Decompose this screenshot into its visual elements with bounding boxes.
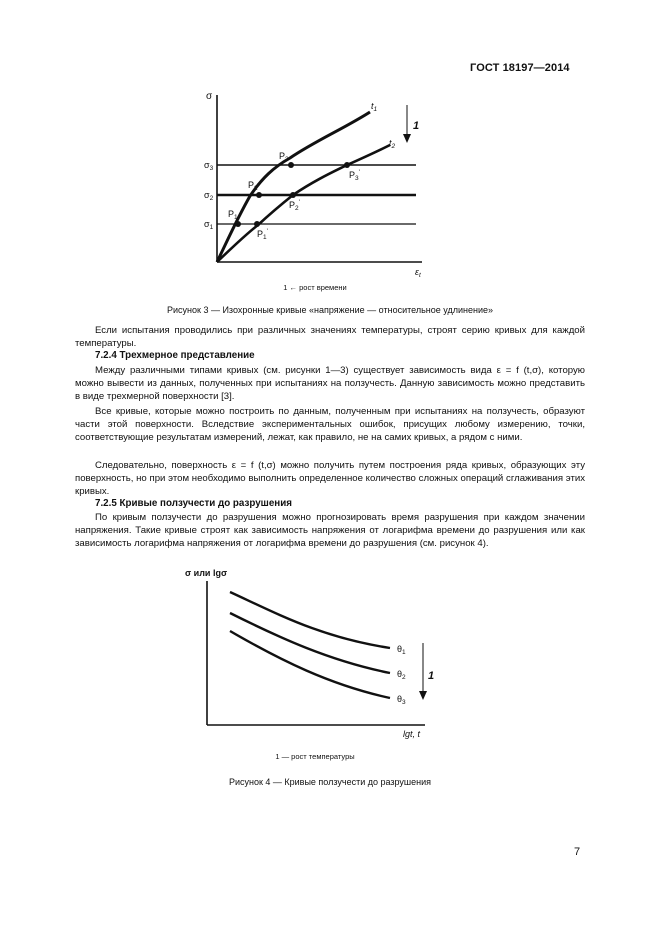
- point-p3-prime: [344, 162, 350, 168]
- stress-label-3: $\sigma_3$: [204, 160, 214, 172]
- document-id: ГОСТ 18197—2014: [470, 62, 570, 74]
- paragraph-series-curves: Если испытания проводились при различных значениях температуры, строят серию кривых для каждой температуры.: [75, 325, 585, 350]
- paragraph-rupture-curves: По кривым ползучести до разрушения можно прогнозировать время разрушения при каждом значении напряжения. Такие кривые строят как зависимость напряжения от логарифма времени до разрушения или как зависимость логарифма напряжения от логарифма времени до разрушения (см. рисунок 4).: [75, 512, 585, 550]
- arrow-down-icon: [403, 134, 411, 143]
- curve-label-t2: $t_2$: [389, 138, 396, 150]
- label-p2-prime: $P_2'$: [289, 199, 300, 212]
- arrow-marker: 1: [413, 120, 420, 132]
- figure-4-rupture-curves: [185, 565, 440, 740]
- point-p1-prime: [254, 221, 260, 227]
- paragraph-surface-parts: Все кривые, которые можно построить по данным, полученным при испытаниях на ползучесть, образуют части этой поверхности. Вследствие экспериментальных ошибок, присущих любому измерению, точки, соответствующие результатам измерений, лежат, как правило, не на самих кривых, а рядом с ними.: [75, 406, 585, 444]
- x-axis-label: $\varepsilon_t$: [415, 267, 421, 279]
- curve-label-theta3: $\theta_3$: [397, 694, 406, 706]
- point-p2-prime: [290, 192, 296, 198]
- curve-label-theta2: $\theta_2$: [397, 669, 406, 681]
- curve-label-theta1: $\theta_1$: [397, 644, 406, 656]
- point-p1: [235, 221, 241, 227]
- label-p2: $P_2$: [248, 180, 258, 192]
- paragraph-surface-build: Следовательно, поверхность ε = f (t,σ) можно получить путем построения ряда кривых, образующих эту поверхность, но при этом необходимо выполнить определенное количество сложных операций сглаживания этих кривых.: [75, 460, 585, 498]
- heading-7-2-4: 7.2.4 Трехмерное представление: [95, 350, 255, 361]
- figure-4-note: 1 — рост температуры: [275, 752, 355, 761]
- curve-theta3: [230, 631, 390, 698]
- figure-3-isochronous-curves: [190, 85, 440, 285]
- label-p3-prime: $P_3'$: [349, 169, 360, 182]
- label-p1: $P_1$: [228, 209, 238, 221]
- figure-3-note: 1 ← рост времени: [283, 283, 347, 292]
- label-p1-prime: $P_1'$: [257, 228, 268, 241]
- point-p3: [288, 162, 294, 168]
- page-number: 7: [574, 846, 581, 858]
- point-p2: [256, 192, 262, 198]
- figure-4-caption: Рисунок 4 — Кривые ползучести до разрушения: [228, 777, 432, 787]
- arrow-down-icon: [419, 691, 427, 700]
- y-axis-label: σ или lgσ: [185, 568, 228, 578]
- paragraph-dependence: Между различными типами кривых (см. рисунки 1—3) существует зависимость вида ε = f (t,σ), которую можно вывести из данных, полученных при испытаниях на ползучесть. Данную зависимость можно представить в виде трехмерной поверхности [3].: [75, 365, 585, 403]
- stress-label-1: $\sigma_1$: [204, 219, 214, 231]
- curve-label-t1: $t_1$: [371, 101, 378, 113]
- heading-7-2-5: 7.2.5 Кривые ползучести до разрушения: [95, 498, 292, 509]
- arrow-marker: 1: [428, 670, 435, 682]
- curve-theta1: [230, 592, 390, 648]
- curve-t2: [217, 145, 390, 262]
- stress-label-2: $\sigma_2$: [204, 190, 214, 202]
- label-p3: $P_3$: [279, 151, 289, 163]
- figure-3-caption: Рисунок 3 — Изохронные кривые «напряжение — относительное удлинение»: [167, 305, 493, 315]
- x-axis-label: lgt, t: [403, 729, 421, 739]
- y-axis-label: σ: [206, 91, 213, 102]
